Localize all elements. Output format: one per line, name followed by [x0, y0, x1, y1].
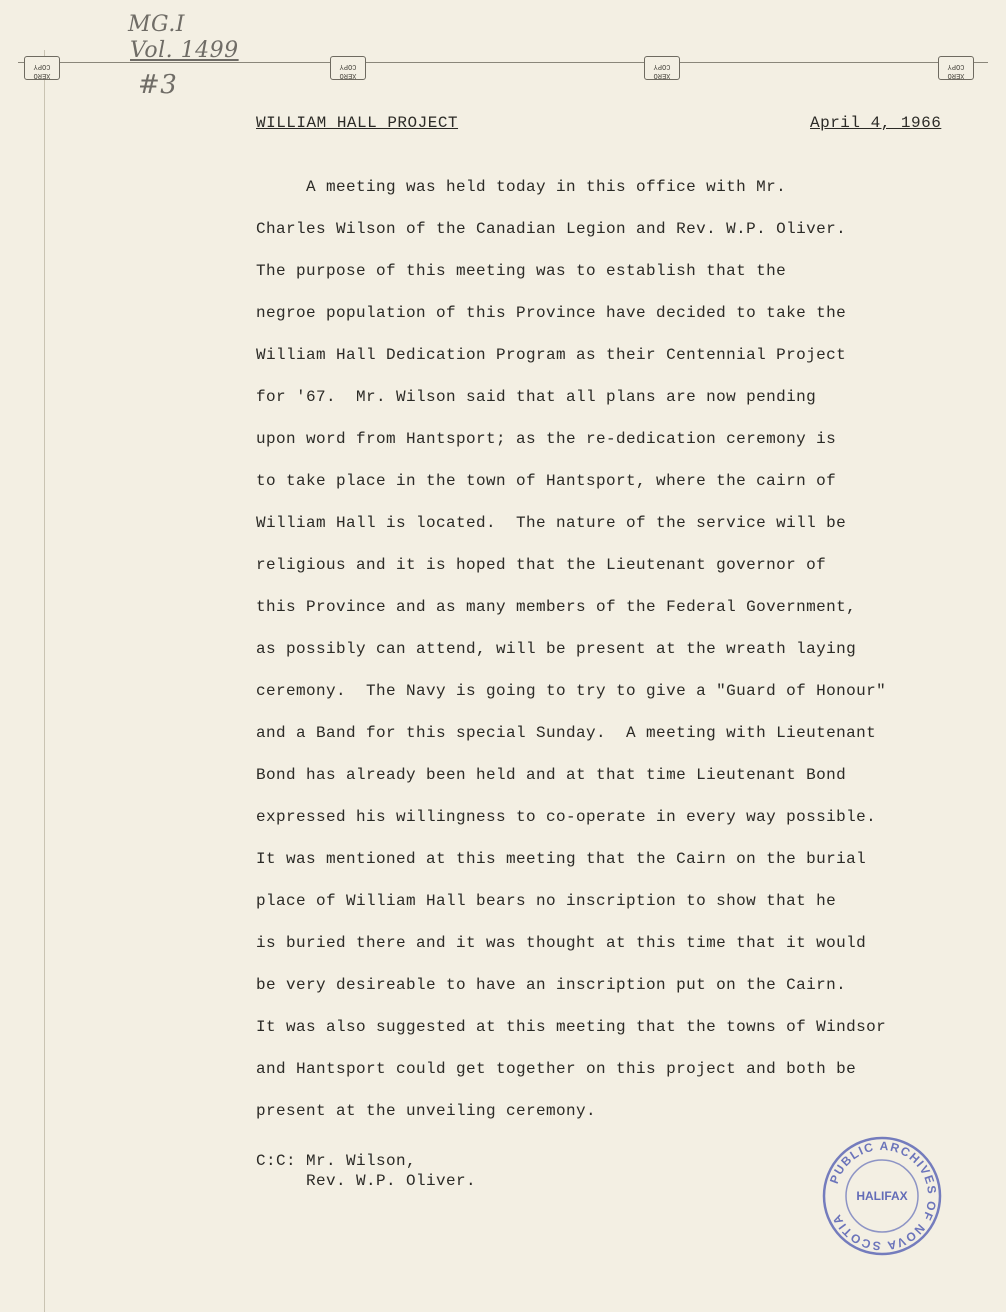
document-date: April 4, 1966: [810, 114, 942, 132]
body-line: and a Band for this special Sunday. A meeting with Lieutenant: [256, 724, 877, 742]
body-line: William Hall Dedication Program as their Centennial Project: [256, 346, 847, 364]
handwritten-ref-line1: MG.I: [128, 12, 185, 37]
body-line: as possibly can attend, will be present at the wreath laying: [256, 640, 857, 658]
seal-outer-text: PUBLIC ARCHIVES OF NOVA SCOTIA: [826, 1138, 940, 1254]
cc-line-2: Rev. W.P. Oliver.: [256, 1172, 477, 1190]
body-line: It was also suggested at this meeting that the towns of Windsor: [256, 1018, 887, 1036]
body-line: is buried there and it was thought at this time that it would: [256, 934, 867, 952]
body-line: Charles Wilson of the Canadian Legion and Rev. W.P. Oliver.: [256, 220, 847, 238]
body-line: William Hall is located. The nature of the service will be: [256, 514, 847, 532]
body-line: this Province and as many members of the Federal Government,: [256, 598, 857, 616]
seal-center-text: HALIFAX: [856, 1189, 908, 1203]
body-line: It was mentioned at this meeting that the Cairn on the burial: [256, 850, 867, 868]
xerox-copy-stamp-3: XERO COPY: [644, 56, 680, 80]
archives-seal-icon: [820, 1134, 944, 1258]
body-line: negroe population of this Province have decided to take the: [256, 304, 847, 322]
cc-line-1: C:C: Mr. Wilson,: [256, 1152, 417, 1170]
body-line: Bond has already been held and at that time Lieutenant Bond: [256, 766, 847, 784]
xerox-copy-stamp-2: XERO COPY: [330, 56, 366, 80]
xerox-copy-stamp-1: XERO COPY: [24, 56, 60, 80]
body-line: place of William Hall bears no inscription to show that he: [256, 892, 837, 910]
body-line: The purpose of this meeting was to establish that the: [256, 262, 787, 280]
handwritten-ref-line2: Vol. 1499: [130, 38, 239, 63]
body-line: be very desireable to have an inscription put on the Cairn.: [256, 976, 847, 994]
xerox-copy-stamp-4: XERO COPY: [938, 56, 974, 80]
body-line: religious and it is hoped that the Lieutenant governor of: [256, 556, 827, 574]
body-line: expressed his willingness to co-operate in every way possible.: [256, 808, 877, 826]
left-margin-rule: [44, 50, 45, 1312]
body-line: ceremony. The Navy is going to try to give a "Guard of Honour": [256, 682, 887, 700]
body-line: present at the unveiling ceremony.: [256, 1102, 597, 1120]
body-line: and Hantsport could get together on this project and both be: [256, 1060, 857, 1078]
document-title: WILLIAM HALL PROJECT: [256, 114, 459, 132]
body-line: upon word from Hantsport; as the re-dedication ceremony is: [256, 430, 837, 448]
handwritten-ref-line3: #3: [138, 70, 178, 100]
body-line: A meeting was held today in this office with Mr.: [256, 178, 787, 196]
body-line: to take place in the town of Hantsport, where the cairn of: [256, 472, 837, 490]
body-line: for '67. Mr. Wilson said that all plans are now pending: [256, 388, 817, 406]
